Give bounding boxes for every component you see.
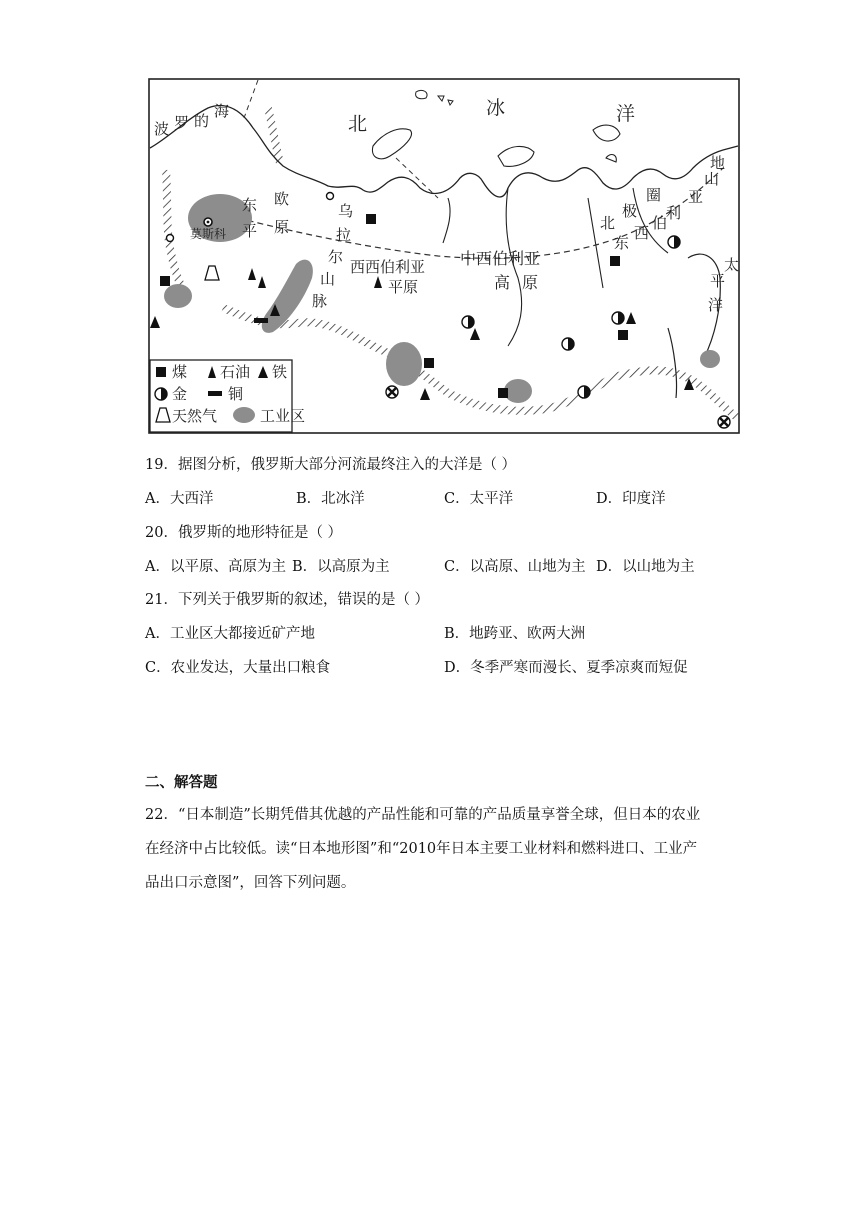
question-20-option-a[interactable]: A．以平原、高原为主: [145, 559, 286, 575]
coal-symbol: [160, 276, 170, 286]
label-ural-1: 乌: [338, 202, 354, 220]
industrial-zone-far-east: [700, 350, 720, 368]
label-wsp-2: 平原: [388, 278, 419, 296]
legend-industrial-label: 工业区: [260, 407, 306, 425]
section-title: 二、解答题: [145, 775, 218, 791]
label-ee-3: 平: [242, 222, 258, 240]
question-22-line-3: 品出口示意图”，回答下列问题。: [145, 875, 356, 891]
legend-gold-label: 金: [172, 385, 188, 403]
legend-oil-label: 石油: [220, 363, 251, 381]
label-pac-2: 平: [710, 272, 726, 290]
legend-coal-label: 煤: [172, 363, 188, 381]
label-csp-2: 高: [494, 273, 511, 292]
gold-symbol: [612, 312, 624, 324]
label-baltic-1: 波: [154, 120, 170, 138]
question-19-stem: 19．据图分析，俄罗斯大部分河流最终注入的大洋是（ ）: [145, 457, 517, 473]
legend-coal-icon: [156, 367, 166, 377]
legend-gold-icon: [155, 388, 167, 400]
label-esm-3: 伯: [652, 214, 668, 232]
question-19-option-d[interactable]: D．印度洋: [596, 491, 666, 507]
label-north-3: 洋: [616, 103, 636, 125]
copper-symbols: [254, 318, 268, 323]
city-marker: [327, 193, 334, 200]
coal-symbol: [618, 330, 628, 340]
label-csp-3: 原: [522, 273, 539, 292]
question-21-option-b[interactable]: B．地跨亚、欧两大洲: [444, 626, 586, 642]
label-ee-2: 欧: [274, 190, 290, 208]
label-pac-1: 太: [724, 256, 740, 274]
label-esm-6: 山: [704, 170, 720, 188]
question-20-option-d[interactable]: D．以山地为主: [596, 559, 695, 575]
copper-symbol: [254, 318, 268, 323]
coal-symbol: [366, 214, 376, 224]
gold-symbol: [668, 236, 680, 248]
gold-symbol: [578, 386, 590, 398]
legend-iron-label: 铁: [272, 363, 288, 381]
label-baltic-2: 罗: [174, 114, 190, 132]
label-ural-2: 拉: [336, 226, 352, 244]
label-esm-4: 利: [666, 204, 682, 222]
label-esm-2: 西: [634, 224, 650, 242]
label-north-1: 北: [348, 113, 368, 135]
label-pac-3: 洋: [708, 296, 724, 314]
coal-symbol: [498, 388, 508, 398]
map-legend: [150, 360, 305, 432]
legend-copper-icon: [208, 391, 222, 396]
gold-symbol: [462, 316, 474, 328]
label-north-2: 冰: [486, 97, 506, 119]
legend-industrial-icon: [233, 407, 255, 423]
label-moscow: 莫斯科: [190, 227, 227, 241]
question-21-stem: 21．下列关于俄罗斯的叙述，错误的是（ ）: [145, 592, 430, 608]
industrial-zone-irkutsk: [504, 379, 532, 403]
coal-symbol: [610, 256, 620, 266]
label-arctic-3: 圈: [646, 186, 662, 204]
question-21-option-d[interactable]: D．冬季严寒而漫长、夏季凉爽而短促: [444, 660, 688, 676]
industrial-zone-west: [164, 284, 192, 308]
label-baltic-3: 的: [194, 112, 210, 130]
question-19-option-c[interactable]: C．太平洋: [444, 491, 514, 507]
coal-symbol: [424, 358, 434, 368]
label-arctic-1: 北: [600, 214, 616, 232]
label-arctic-2: 极: [622, 202, 638, 220]
label-ee-4: 原: [274, 218, 290, 236]
legend-gas-label: 天然气: [172, 407, 218, 425]
question-20-option-b[interactable]: B．以高原为主: [292, 559, 390, 575]
question-22-line-1: 22．“日本制造”长期凭借其优越的产品性能和可靠的产品质量享誉全球，但日本的农业: [145, 807, 701, 823]
industrial-zone-kuzbass: [386, 342, 422, 386]
question-21-option-c[interactable]: C．农业发达，大量出口粮食: [145, 660, 331, 676]
question-19-option-a[interactable]: A．大西洋: [145, 491, 214, 507]
label-wsp-1: 西西伯利亚: [350, 258, 426, 276]
city-marker: [167, 235, 174, 242]
label-ural-5: 脉: [312, 292, 328, 310]
question-19-option-b[interactable]: B．北冰洋: [296, 491, 365, 507]
russia-resource-map: [148, 78, 740, 434]
label-baltic-4: 海: [214, 102, 230, 120]
label-esm-7: 地: [710, 154, 726, 172]
legend-copper-label: 铜: [228, 385, 244, 403]
label-ural-3: 尔: [328, 248, 344, 266]
label-ural-4: 山: [320, 270, 336, 288]
question-20-option-c[interactable]: C．以高原、山地为主: [444, 559, 586, 575]
question-20-stem: 20．俄罗斯的地形特征是（ ）: [145, 525, 343, 541]
label-ee-1: 东: [242, 196, 258, 214]
label-esm-1: 东: [614, 234, 630, 252]
label-csp-1: 中西伯利亚: [460, 249, 541, 268]
gold-symbol: [562, 338, 574, 350]
label-esm-5: 亚: [688, 188, 704, 206]
question-22-line-2: 在经济中占比较低。读“日本地形图”和“2010年日本主要工业材料和燃料进口、工业产: [145, 841, 698, 857]
question-21-option-a[interactable]: A．工业区大都接近矿产地: [145, 626, 315, 642]
